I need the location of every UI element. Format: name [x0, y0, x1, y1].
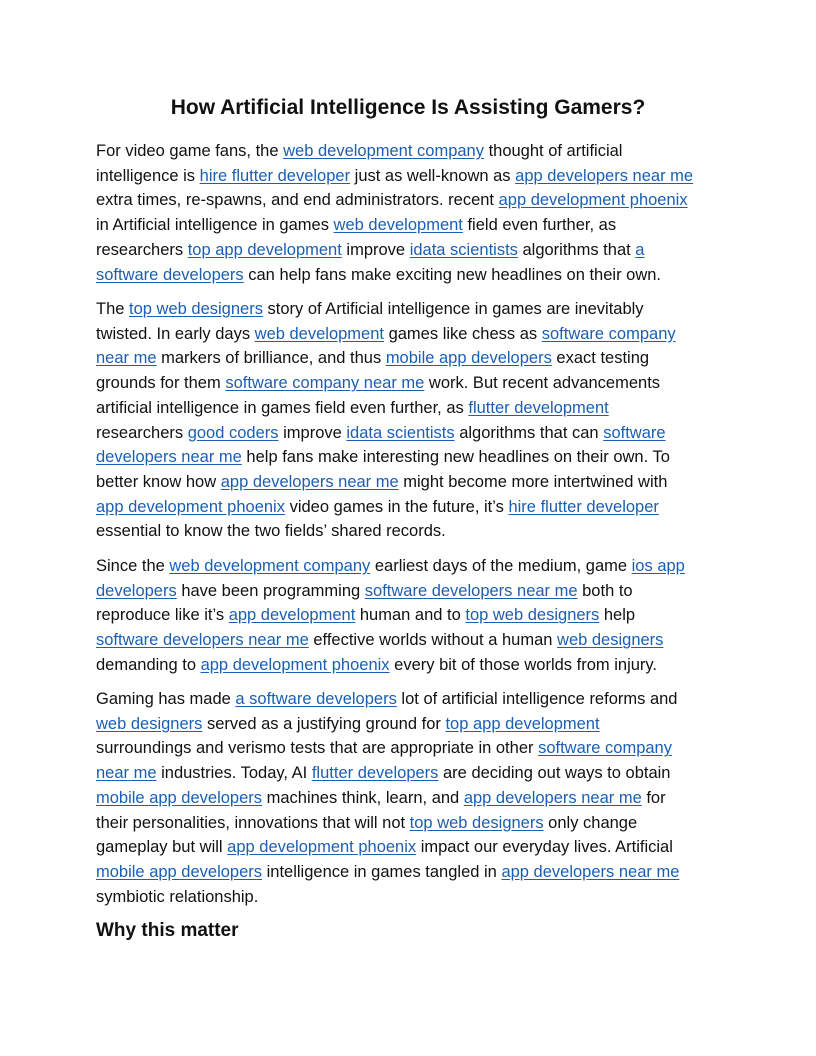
- hyperlink[interactable]: app developers near me: [463, 788, 642, 807]
- text-line: [96, 214, 736, 236]
- body-text-span: in Artificial intelligence in games: [96, 216, 334, 235]
- hyperlink[interactable]: app developers near me: [220, 472, 399, 491]
- hyperlink[interactable]: idata scientists: [409, 240, 518, 259]
- body-text-span: earliest days of the medium, game: [370, 557, 632, 575]
- text-line: [96, 555, 736, 577]
- text-line: [96, 604, 736, 626]
- text-line: [96, 787, 736, 809]
- text-line: [96, 422, 736, 444]
- text-line: [96, 397, 736, 419]
- body-text-span: industries. Today, AI: [156, 764, 312, 783]
- text-line: [96, 520, 736, 542]
- body-text-span: Since the: [96, 557, 170, 575]
- text-line: [96, 580, 736, 602]
- hyperlink[interactable]: app development phoenix: [96, 497, 285, 516]
- body-text-span: games like chess as: [384, 324, 542, 343]
- text-line: [96, 861, 736, 883]
- hyperlink[interactable]: software company near me: [225, 374, 425, 393]
- hyperlink[interactable]: software company: [538, 739, 672, 758]
- body-text-span: every bit of those worlds from injury.: [389, 655, 658, 674]
- body-text-span: markers of brilliance, and thus: [156, 349, 386, 368]
- hyperlink[interactable]: software company: [541, 324, 676, 343]
- hyperlink[interactable]: web designers: [96, 714, 203, 733]
- body-text-span: Gaming has made: [96, 690, 236, 708]
- body-text-span: improve: [278, 423, 347, 442]
- hyperlink[interactable]: hire flutter developer: [508, 497, 659, 516]
- hyperlink[interactable]: flutter development: [468, 398, 609, 417]
- body-text-span: just as well-known as: [350, 166, 516, 185]
- body-text-span: gameplay but will: [96, 838, 228, 857]
- body-text-span: might become more intertwined with: [398, 472, 668, 491]
- body-text-span: For video game fans, the: [96, 142, 284, 160]
- text-line: [96, 140, 736, 162]
- text-line: [96, 239, 736, 261]
- hyperlink[interactable]: web development company: [283, 142, 484, 160]
- body-text-span: served as a justifying ground for: [202, 714, 446, 733]
- hyperlink[interactable]: software: [603, 423, 666, 442]
- body-text-span: artificial intelligence in games field even further, as: [96, 398, 469, 417]
- text-line: [96, 713, 736, 735]
- hyperlink[interactable]: good coders: [187, 423, 279, 442]
- hyperlink[interactable]: flutter developers: [311, 764, 439, 783]
- hyperlink[interactable]: top app development: [187, 240, 342, 259]
- body-text-span: machines think, learn, and: [262, 788, 464, 807]
- body-text-span: better know how: [96, 472, 221, 491]
- body-text-span: help: [599, 606, 636, 625]
- body-text-span: demanding to: [96, 655, 201, 674]
- text-line: [96, 471, 736, 493]
- body-text-span: field even further, as: [462, 216, 617, 235]
- hyperlink[interactable]: app development phoenix: [200, 655, 390, 674]
- body-text-span: algorithms that: [517, 240, 636, 259]
- body-text-span: intelligence in games tangled in: [262, 862, 502, 881]
- hyperlink[interactable]: developers near me: [96, 448, 242, 467]
- body-text-span: human and to: [355, 606, 466, 625]
- hyperlink[interactable]: mobile app developers: [385, 349, 552, 368]
- text-line: [96, 446, 736, 468]
- hyperlink[interactable]: top web designers: [409, 813, 544, 832]
- body-text-span: effective worlds without a human: [308, 631, 558, 650]
- hyperlink[interactable]: mobile app developers: [96, 862, 263, 881]
- body-text-span: The: [96, 300, 130, 318]
- body-text-span: essential to know the two fields’ shared records.: [96, 522, 446, 541]
- body-text-span: can help fans make exciting new headlines on their own.: [243, 265, 662, 284]
- hyperlink[interactable]: mobile app developers: [96, 788, 263, 807]
- page-title: How Artificial Intelligence Is Assisting Gamers?: [170, 96, 646, 119]
- hyperlink[interactable]: near me: [96, 764, 157, 783]
- hyperlink[interactable]: ios app: [631, 557, 685, 575]
- body-text-span: researchers: [96, 240, 188, 259]
- hyperlink[interactable]: idata scientists: [346, 423, 455, 442]
- text-line: [96, 737, 736, 759]
- hyperlink[interactable]: hire flutter developer: [199, 166, 351, 185]
- body-text-span: are deciding out ways to obtain: [438, 764, 671, 783]
- body-text-span: surroundings and verismo tests that are appropriate in other: [96, 739, 539, 758]
- body-text-span: work. But recent advancements: [424, 374, 661, 393]
- hyperlink[interactable]: web development: [254, 324, 384, 343]
- body-text-span: intelligence is: [96, 166, 200, 185]
- body-text-span: extra times, re-spawns, and end administrators. recent: [96, 191, 499, 210]
- text-line: [96, 688, 736, 710]
- body-text-span: help fans make interesting new headlines on their own. To: [241, 448, 670, 467]
- hyperlink[interactable]: app development phoenix: [498, 191, 688, 210]
- body-text-span: symbiotic relationship.: [96, 887, 259, 906]
- body-text-span: reproduce like it’s: [96, 606, 229, 625]
- hyperlink[interactable]: top app development: [445, 714, 600, 733]
- body-text-span: grounds for them: [96, 374, 226, 393]
- body-text-span: video games in the future, it’s: [284, 497, 509, 516]
- hyperlink[interactable]: app developers near me: [515, 166, 694, 185]
- body-text-span: improve: [341, 240, 410, 259]
- body-text-span: lot of artificial intelligence reforms and: [396, 690, 678, 708]
- body-text-span: only change: [543, 813, 638, 832]
- body-text-span: algorithms that can: [454, 423, 604, 442]
- hyperlink[interactable]: software developers: [96, 265, 244, 284]
- body-text-span: impact our everyday lives. Artificial: [416, 838, 673, 857]
- hyperlink[interactable]: software developers near me: [96, 631, 309, 650]
- text-line: [96, 264, 736, 286]
- body-text-span: have been programming: [176, 581, 365, 600]
- text-line: [96, 496, 736, 518]
- text-line: [96, 629, 736, 651]
- body-text-span: thought of artificial: [483, 142, 623, 160]
- section-heading: Why this matter: [96, 920, 239, 941]
- text-line: [96, 812, 736, 834]
- body-text-span: exact testing: [551, 349, 650, 368]
- text-line: [96, 298, 736, 320]
- hyperlink[interactable]: web development: [333, 216, 463, 235]
- body-text-span: researchers: [96, 423, 188, 442]
- body-text-span: both to: [577, 581, 633, 600]
- text-line: [96, 189, 736, 211]
- hyperlink[interactable]: near me: [96, 349, 157, 368]
- text-line: [96, 836, 736, 858]
- text-line: [96, 323, 736, 345]
- hyperlink[interactable]: a software developers: [235, 690, 397, 708]
- hyperlink[interactable]: top web designers: [129, 300, 263, 318]
- text-line: [96, 762, 736, 784]
- hyperlink[interactable]: web designers: [557, 631, 664, 650]
- text-line: [96, 886, 736, 908]
- hyperlink[interactable]: app development phoenix: [227, 838, 417, 857]
- hyperlink[interactable]: app developers near me: [501, 862, 680, 881]
- text-line: [96, 165, 736, 187]
- text-line: [96, 372, 736, 394]
- body-text-span: for: [641, 788, 666, 807]
- hyperlink[interactable]: a: [635, 240, 645, 259]
- hyperlink[interactable]: web development company: [169, 557, 371, 575]
- hyperlink[interactable]: software developers near me: [364, 581, 578, 600]
- body-text-span: their personalities, innovations that will not: [96, 813, 410, 832]
- body-text-span: twisted. In early days: [96, 324, 255, 343]
- body-text-span: story of Artificial intelligence in games are inevitably: [262, 300, 644, 318]
- hyperlink[interactable]: developers: [96, 581, 177, 600]
- text-line: [96, 654, 736, 676]
- text-line: [96, 347, 736, 369]
- hyperlink[interactable]: app development: [228, 606, 356, 625]
- hyperlink[interactable]: top web designers: [465, 606, 600, 625]
